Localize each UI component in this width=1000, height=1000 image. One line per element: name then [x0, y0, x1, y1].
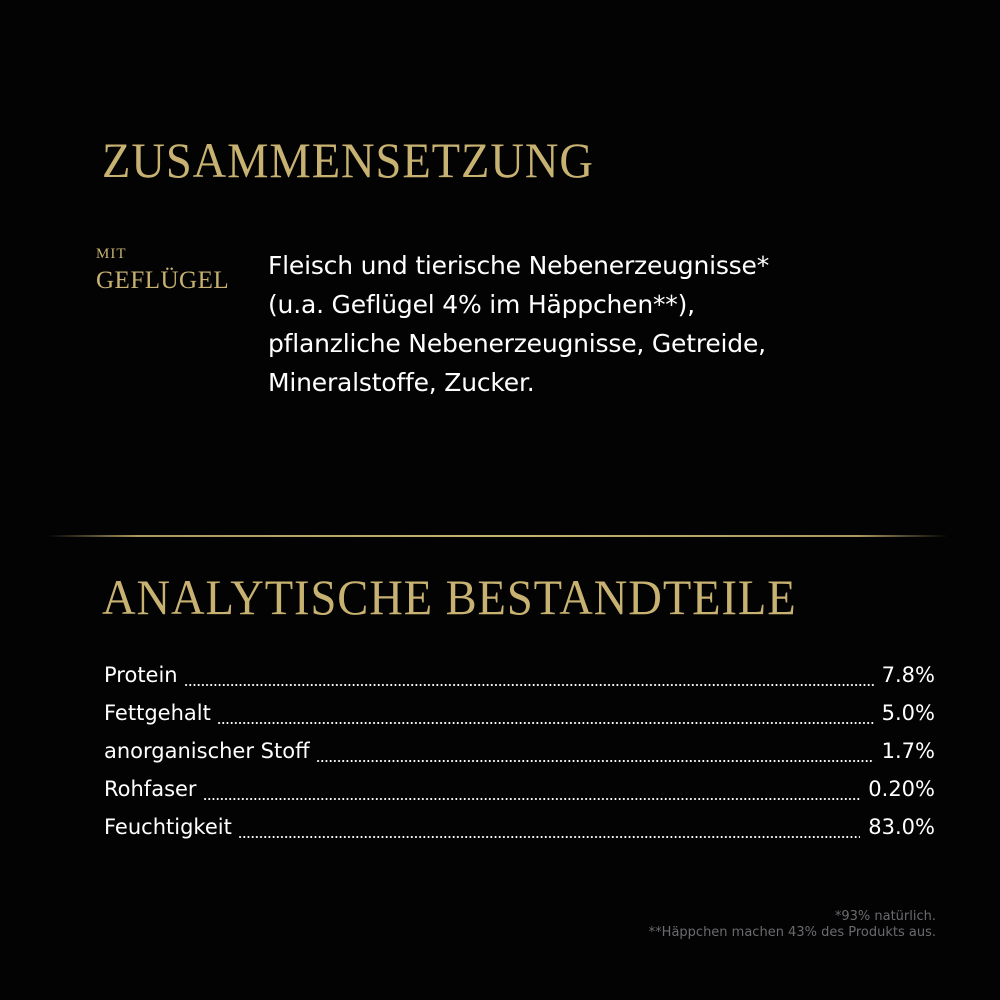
- analysis-label: Fettgehalt: [104, 701, 211, 725]
- analysis-row-ash: [104, 736, 935, 774]
- flavor-label: [96, 247, 229, 293]
- analysis-row-protein: [104, 660, 935, 698]
- footnote-natural: *93% natürlich.: [834, 909, 936, 924]
- dot-leader: [184, 684, 874, 686]
- section-divider: [48, 535, 948, 537]
- dot-leader: [217, 722, 874, 724]
- analysis-value: 1.7%: [881, 739, 935, 763]
- analysis-value: 7.8%: [881, 663, 935, 687]
- analysis-value: 5.0%: [881, 701, 935, 725]
- footnotes: [649, 909, 936, 941]
- analysis-title: ANALYTISCHE BESTANDTEILE: [102, 569, 797, 625]
- analysis-table: [104, 660, 935, 850]
- composition-title: ZUSAMMENSETZUNG: [102, 132, 594, 188]
- ingredients-line: Mineralstoffe, Zucker.: [268, 368, 535, 397]
- dot-leader: [238, 836, 860, 838]
- flavor-label-prefix: MIT: [96, 246, 127, 262]
- dot-leader: [203, 798, 861, 800]
- analysis-row-moisture: [104, 812, 935, 850]
- footnote-chunks: **Häppchen machen 43% des Produkts aus.: [648, 925, 936, 940]
- analysis-row-fiber: [104, 774, 935, 812]
- analysis-value: 0.20%: [868, 777, 935, 801]
- dot-leader: [316, 760, 874, 762]
- analysis-value: 83.0%: [868, 815, 935, 839]
- ingredients-line: pflanzliche Nebenerzeugnisse, Getreide,: [268, 329, 766, 358]
- ingredients-line: Fleisch und tierische Nebenerzeugnisse*: [268, 251, 769, 280]
- analysis-row-fat: [104, 698, 935, 736]
- ingredients-line: (u.a. Geflügel 4% im Häppchen**),: [268, 290, 695, 319]
- analysis-label: anorganischer Stoff: [104, 739, 310, 763]
- composition-ingredients: [268, 246, 968, 402]
- analysis-label: Protein: [104, 663, 178, 687]
- flavor-label-name: GEFLÜGEL: [96, 267, 230, 294]
- analysis-label: Rohfaser: [104, 777, 197, 801]
- analysis-label: Feuchtigkeit: [104, 815, 232, 839]
